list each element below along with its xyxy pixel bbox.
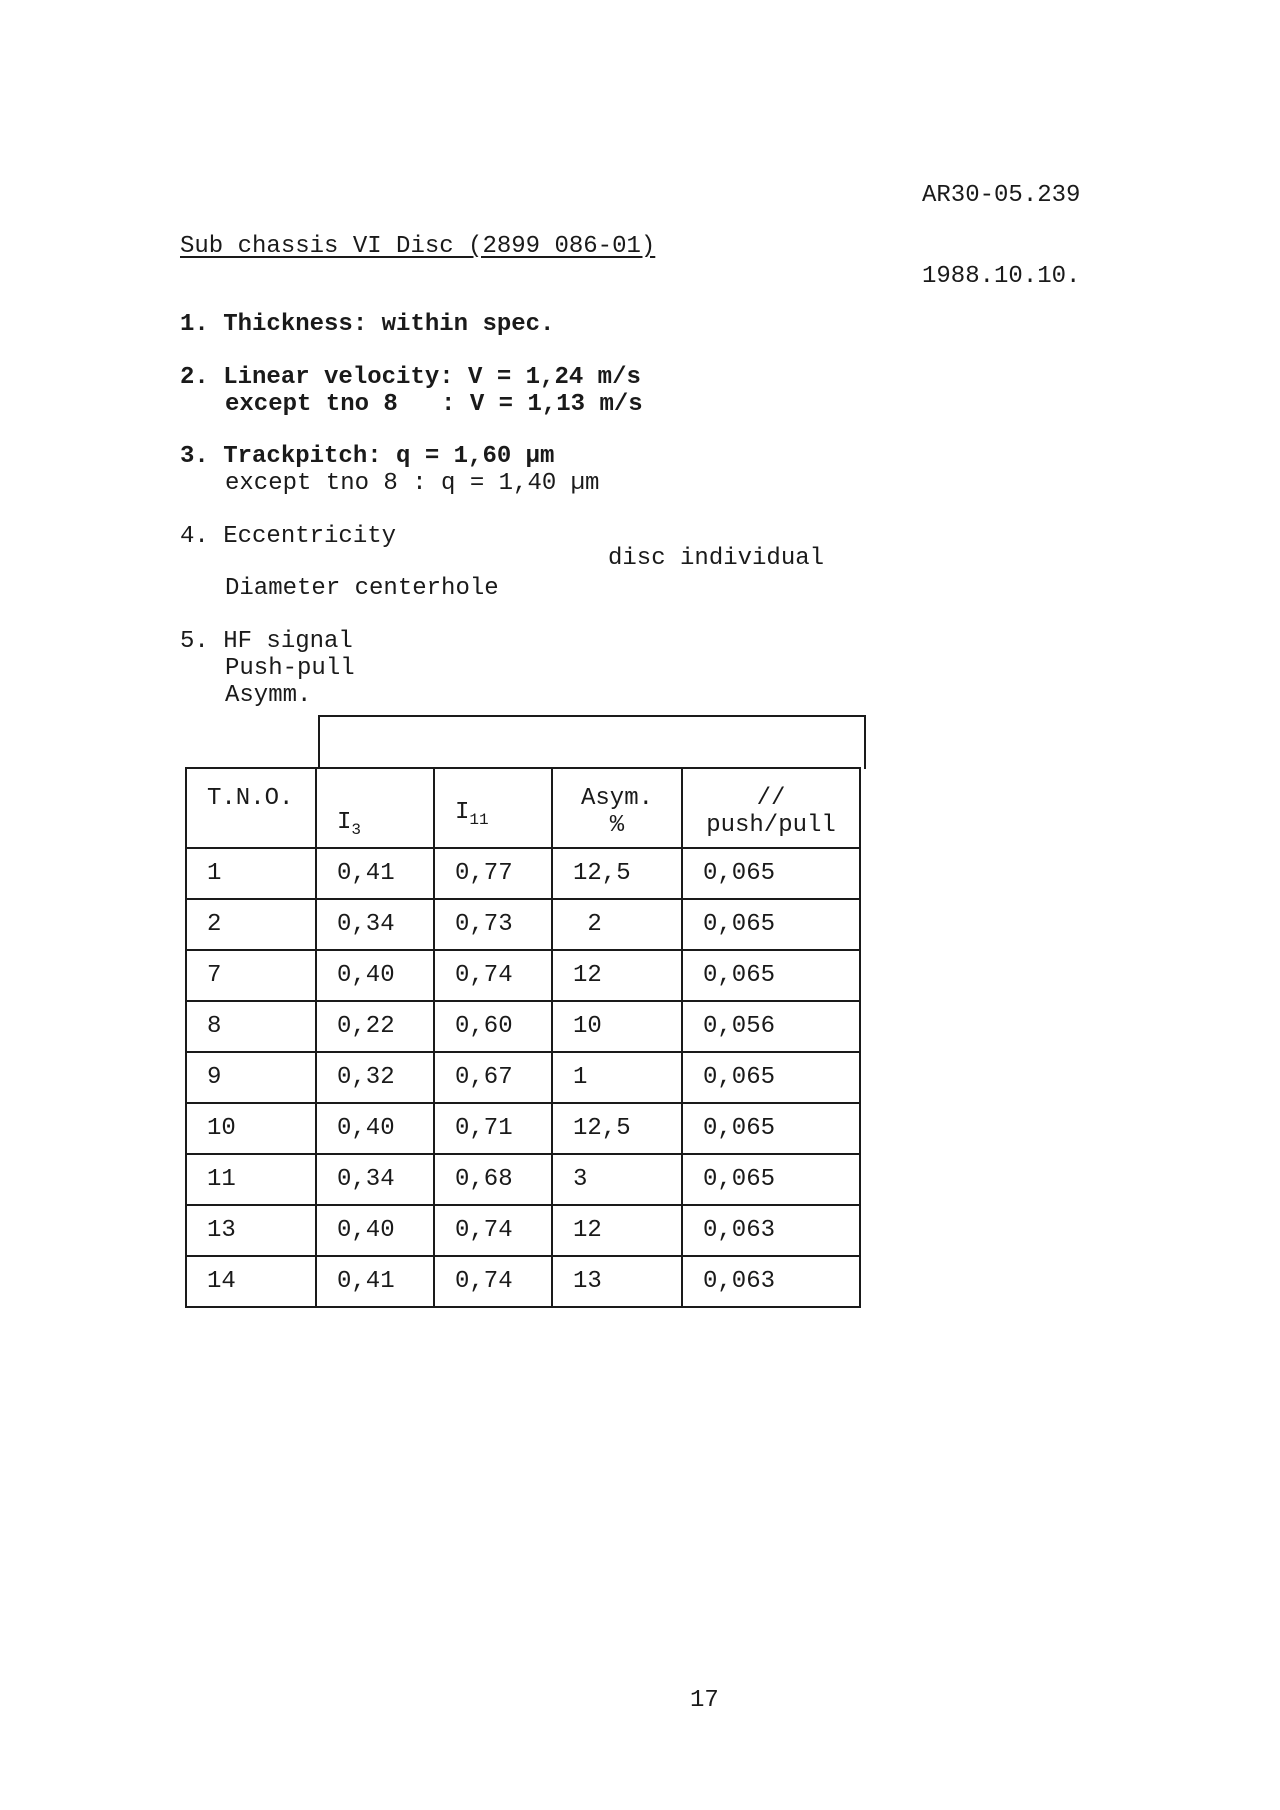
- item-linear-velocity: 2. Linear velocity: V = 1,24 m/s: [180, 364, 641, 391]
- cell-pp: 0,065: [682, 1103, 860, 1154]
- cell-i3: 0,41: [316, 848, 434, 899]
- cell-pp: 0,056: [682, 1001, 860, 1052]
- header-i3: [316, 768, 434, 848]
- item-trackpitch: 3. Trackpitch: q = 1,60 µm: [180, 443, 555, 470]
- header-i11: [434, 768, 552, 848]
- header-tno: T.N.O.: [186, 768, 316, 848]
- table-row: [186, 899, 860, 950]
- measurement-table: [185, 767, 861, 1308]
- cell-tno: 11: [186, 1154, 316, 1205]
- cell-i3: 0,34: [316, 1154, 434, 1205]
- cell-i3: 0,22: [316, 1001, 434, 1052]
- table-row: [186, 1103, 860, 1154]
- cell-tno: 10: [186, 1103, 316, 1154]
- cell-i3: 0,40: [316, 1205, 434, 1256]
- header-pp-symbol: //: [756, 785, 786, 812]
- cell-tno: 13: [186, 1205, 316, 1256]
- header-push-pull: [682, 768, 860, 848]
- cell-asym: 12: [552, 1205, 682, 1256]
- page-number: 17: [690, 1687, 719, 1714]
- header-i11-subscript: 11: [469, 810, 489, 829]
- cell-asym: 12,5: [552, 848, 682, 899]
- cell-asym: 13: [552, 1256, 682, 1307]
- cell-i3: 0,41: [316, 1256, 434, 1307]
- cell-asym: 1: [552, 1052, 682, 1103]
- item-trackpitch-exception: except tno 8 : q = 1,40 µm: [225, 470, 600, 497]
- cell-i11: 0,67: [434, 1052, 552, 1103]
- cell-pp: 0,063: [682, 1256, 860, 1307]
- cell-i11: 0,74: [434, 1205, 552, 1256]
- cell-asym: 2: [552, 899, 682, 950]
- item-push-pull: Push-pull: [225, 655, 355, 682]
- cell-pp: 0,065: [682, 899, 860, 950]
- cell-i11: 0,74: [434, 950, 552, 1001]
- cell-asym: 12: [552, 950, 682, 1001]
- cell-i3: 0,40: [316, 1103, 434, 1154]
- header-asym-label: Asym.: [580, 785, 653, 812]
- item-eccentricity: 4. Eccentricity: [180, 523, 397, 550]
- cell-i11: 0,68: [434, 1154, 552, 1205]
- disc-individual-note: disc individual: [608, 545, 825, 572]
- header-asym: [552, 768, 682, 848]
- cell-asym: 12,5: [552, 1103, 682, 1154]
- header-i3-symbol: I: [337, 809, 352, 836]
- cell-i11: 0,77: [434, 848, 552, 899]
- cell-pp: 0,065: [682, 1154, 860, 1205]
- table-row: [186, 1154, 860, 1205]
- doc-date: 1988.10.10.: [922, 263, 1081, 290]
- cell-pp: 0,065: [682, 1052, 860, 1103]
- cell-asym: 3: [552, 1154, 682, 1205]
- table-row: [186, 1052, 860, 1103]
- cell-i11: 0,73: [434, 899, 552, 950]
- cell-i3: 0,32: [316, 1052, 434, 1103]
- table-header-row: [186, 768, 860, 848]
- cell-asym: 10: [552, 1001, 682, 1052]
- table-row: [186, 1205, 860, 1256]
- table-row: [186, 950, 860, 1001]
- table-header-box: [318, 715, 866, 769]
- cell-i3: 0,34: [316, 899, 434, 950]
- table-row: [186, 1001, 860, 1052]
- document-reference: [922, 128, 1080, 317]
- item-asymm: Asymm.: [225, 682, 312, 709]
- item-linear-velocity-exception: except tno 8 : V = 1,13 m/s: [225, 391, 643, 418]
- item-diameter-centerhole: Diameter centerhole: [225, 575, 499, 602]
- header-asym-unit: %: [609, 812, 625, 839]
- cell-i11: 0,74: [434, 1256, 552, 1307]
- cell-tno: 7: [186, 950, 316, 1001]
- cell-tno: 9: [186, 1052, 316, 1103]
- cell-pp: 0,065: [682, 950, 860, 1001]
- cell-i11: 0,71: [434, 1103, 552, 1154]
- cell-tno: 1: [186, 848, 316, 899]
- item-thickness: 1. Thickness: within spec.: [180, 311, 555, 338]
- cell-pp: 0,065: [682, 848, 860, 899]
- doc-ref-number: AR30-05.239: [922, 182, 1081, 209]
- header-i3-subscript: 3: [351, 820, 362, 839]
- cell-tno: 2: [186, 899, 316, 950]
- header-pp-label: push/pull: [706, 812, 836, 839]
- cell-pp: 0,063: [682, 1205, 860, 1256]
- table-row: [186, 848, 860, 899]
- cell-tno: 14: [186, 1256, 316, 1307]
- item-hf-signal: 5. HF signal: [180, 628, 353, 655]
- page-title: Sub chassis VI Disc (2899 086-01): [180, 233, 656, 260]
- cell-i3: 0,40: [316, 950, 434, 1001]
- cell-tno: 8: [186, 1001, 316, 1052]
- table-row: [186, 1256, 860, 1307]
- header-i11-symbol: I: [455, 799, 470, 826]
- cell-i11: 0,60: [434, 1001, 552, 1052]
